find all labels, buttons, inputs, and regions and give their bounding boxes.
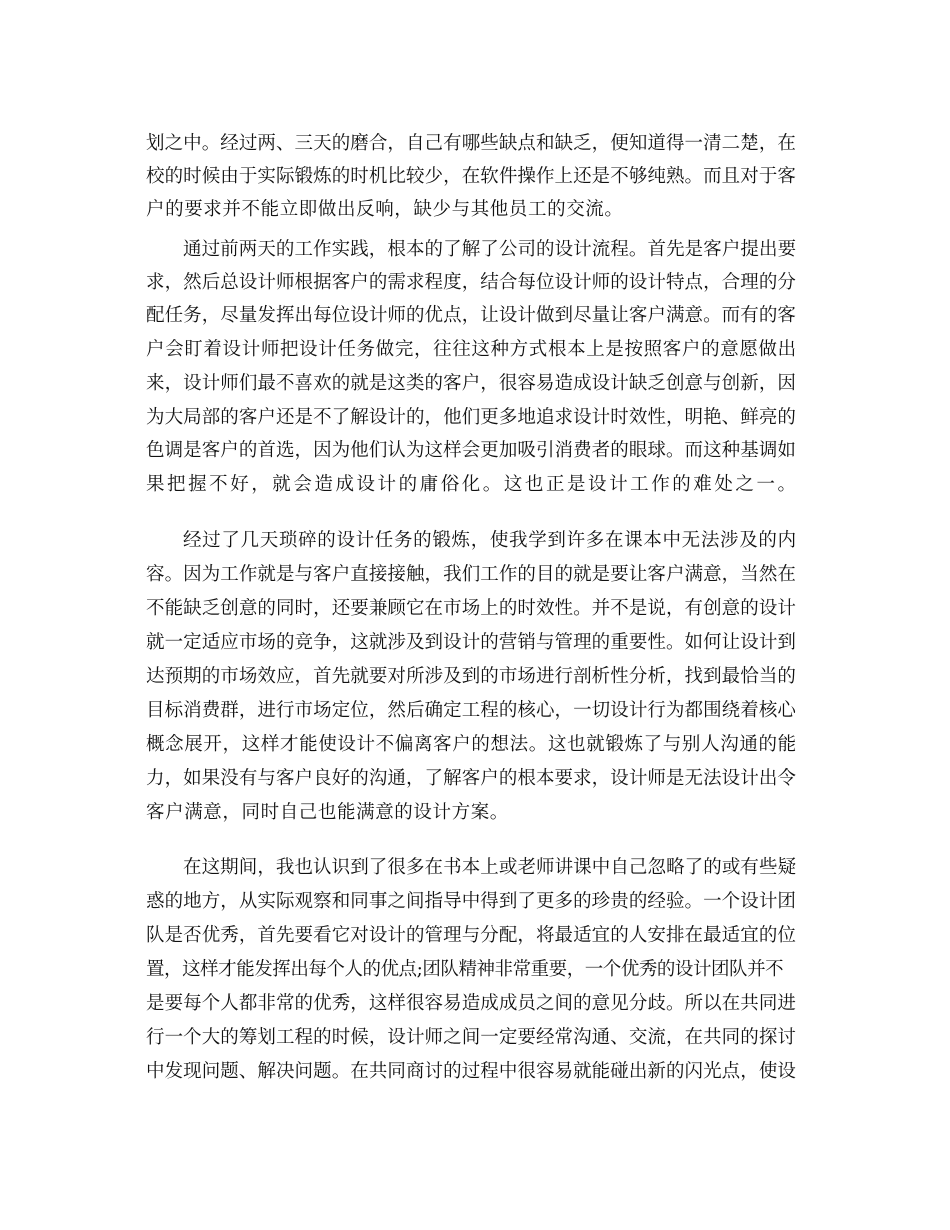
text-line-9: 为大局部的客户还是不了解设计的，他们更多地追求设计时效性，明艳、鲜亮的 xyxy=(146,407,796,428)
text-line-7: 户会盯着设计师把设计任务做完，往往这种方式根本上是按照客户的意愿做出 xyxy=(146,339,797,360)
text-line-12: 经过了几天琐碎的设计任务的锻炼，使我学到许多在课本中无法涉及的内 xyxy=(183,530,797,551)
text-line-14: 不能缺乏创意的同时，还要兼顾它在市场上的时效性。并不是说，有创意的设计 xyxy=(146,598,796,619)
text-line-18: 概念展开，这样才能使设计不偏离客户的想法。这也就锻炼了与别人沟通的能 xyxy=(146,734,797,755)
text-line-26: 行一个大的筹划工程的时候，设计师之间一定要经常沟通、交流，在共同的探讨 xyxy=(146,1027,796,1048)
text-line-13: 容。因为工作就是与客户直接接触，我们工作的目的就是要让客户满意，当然在 xyxy=(146,564,796,585)
text-line-6: 配任务，尽量发挥出每位设计师的优点，让设计做到尽量让客户满意。而有的客 xyxy=(146,305,796,326)
text-line-16: 达预期的市场效应，首先就要对所涉及到的市场进行剖析性分析，找到最恰当的 xyxy=(146,666,796,687)
text-line-15: 就一定适应市场的竞争，这就涉及到设计的营销与管理的重要性。如何让设计到 xyxy=(146,632,796,653)
text-line-11: 果把握不好，就会造成设计的庸俗化。这也正是设计工作的难处之一。 xyxy=(146,474,799,495)
text-line-10: 色调是客户的首选，因为他们认为这样会更加吸引消费者的眼球。而这种基调如 xyxy=(146,440,796,461)
text-line-2: 校的时候由于实际锻炼的时机比较少，在软件操作上还是不够纯熟。而且对于客 xyxy=(146,166,796,187)
text-line-17: 目标消费群，进行市场定位，然后确定工程的核心，一切设计行为都围绕着核心 xyxy=(146,700,796,721)
text-line-3: 户的要求并不能立即做出反响，缺少与其他员工的交流。 xyxy=(146,199,624,220)
text-line-21: 在这期间，我也认识到了很多在书本上或老师讲课中自己忽略了的或有些疑 xyxy=(183,857,797,878)
text-line-19: 力，如果没有与客户良好的沟通，了解客户的根本要求，设计师是无法设计出令 xyxy=(146,768,796,789)
text-line-27: 中发现问题、解决问题。在共同商讨的过程中很容易就能碰出新的闪光点，使设 xyxy=(146,1061,796,1082)
text-line-24: 置，这样才能发挥出每个人的优点;团队精神非常重要，一个优秀的设计团队并不 xyxy=(146,959,784,980)
text-line-23: 队是否优秀，首先要看它对设计的管理与分配，将最适宜的人安排在最适宜的位 xyxy=(146,925,796,946)
text-line-1: 划之中。经过两、三天的磨合，自己有哪些缺点和缺乏，便知道得一清二楚，在 xyxy=(146,133,796,154)
text-line-5: 求，然后总设计师根据客户的需求程度，结合每位设计师的设计特点，合理的分 xyxy=(146,272,796,293)
text-line-20: 客户满意，同时自己也能满意的设计方案。 xyxy=(146,802,509,823)
text-line-22: 惑的地方，从实际观察和同事之间指导中得到了更多的珍贵的经验。一个设计团 xyxy=(146,891,796,912)
text-line-25: 是要每个人都非常的优秀，这样很容易造成成员之间的意见分歧。所以在共同进 xyxy=(146,993,796,1014)
text-line-8: 来，设计师们最不喜欢的就是这类的客户，很容易造成设计缺乏创意与创新，因 xyxy=(146,373,796,394)
text-line-4: 通过前两天的工作实践，根本的了解了公司的设计流程。首先是客户提出要 xyxy=(183,239,797,260)
